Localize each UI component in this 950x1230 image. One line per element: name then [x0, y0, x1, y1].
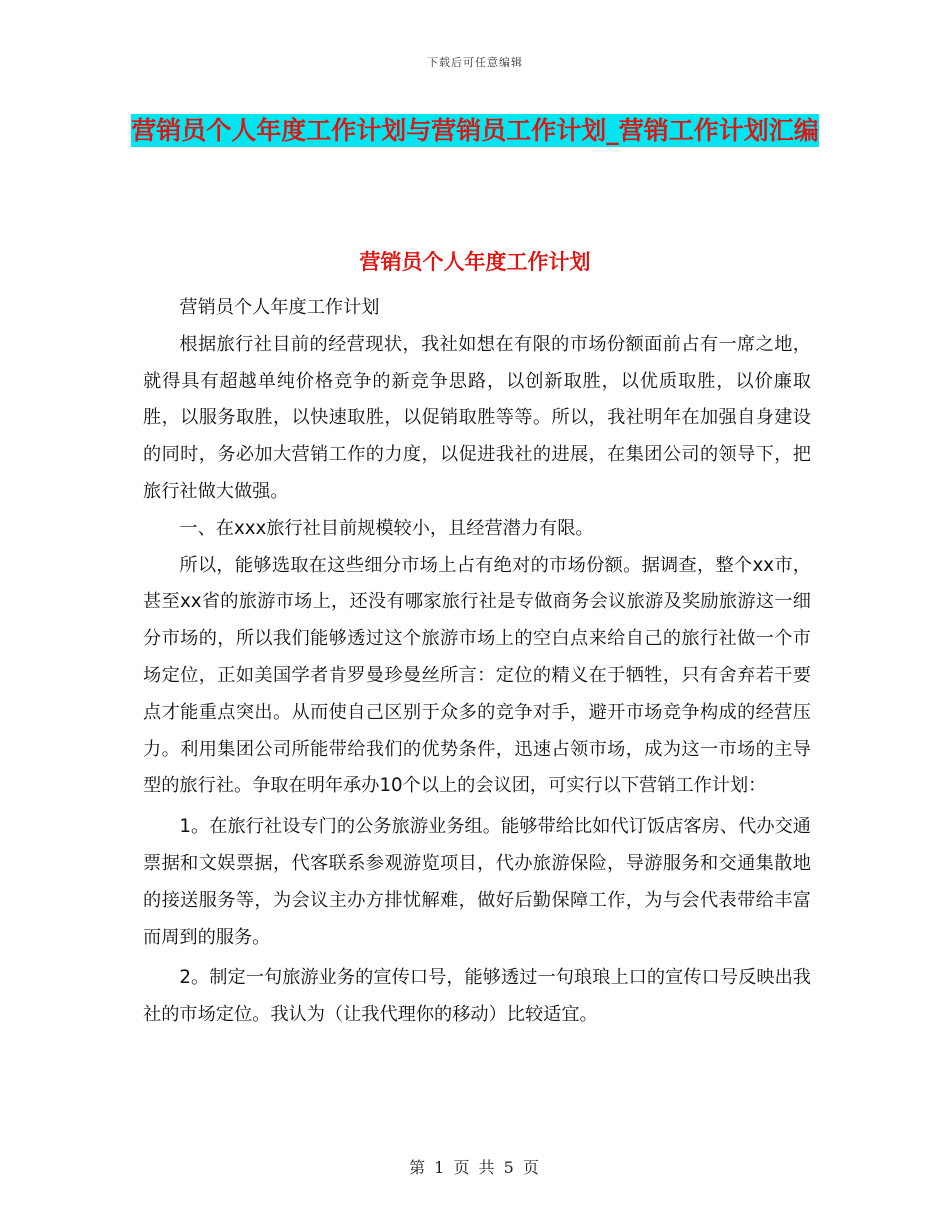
paragraph: 根据旅行社目前的经营现状，我社如想在有限的市场份额面前占有一席之地，就得具有超越单纯价格竞争的新竞争思路，以创新取胜，以优质取胜，以价廉取胜，以服务取胜，以快速取胜，以促销取胜等等。所以，我社明年在加强自身建设的同时，务必加大营销工作的力度，以促进我社的进展，在集团公司的领导下，把旅行社做大做强。	[143, 333, 811, 502]
section-heading: 营销员个人年度工作计划	[359, 250, 591, 274]
paragraph: 所以，能够选取在这些细分市场上占有绝对的市场份额。据调查，整个xx市，甚至xx省的旅游市场上，还没有哪家旅行社是专做商务会议旅游及奖励旅游这一细分市场的，所以我们能够透过这个旅游市场上的空白点来给自己的旅行社做一个市场定位，正如美国学者肯罗曼珍曼丝所言：定位的精义在于牺牲，只有舍弃若干要点才能重点突出。从而使自己区别于众多的竞争对手，避开市场竞争构成的经营压力。利用集团公司所能带给我们的优势条件，迅速占领市场，成为这一市场的主导型的旅行社。争取在明年承办10个以上的会议团，可实行以下营销工作计划：	[143, 554, 811, 797]
paragraph: 营销员个人年度工作计划	[179, 297, 380, 318]
paragraph: 一、在xxx旅行社目前规模较小，且经营潜力有限。	[179, 517, 594, 539]
document-title-text: 营销员个人年度工作计划与营销员工作计划_营销工作计划汇编	[131, 116, 819, 145]
paragraph: 1。在旅行社设专门的公务旅游业务组。能够带给比如代订饭店客房、代办交通票据和文娱票据，代客联系参观游览项目，代办旅游保险，导游服务和交通集散地的接送服务等，为会议主办方排忧解难，做好后勤保障工作，为与会代表带给丰富而周到的服务。	[143, 816, 811, 948]
page-header-note: 下载后可任意编辑	[427, 56, 523, 69]
document-body	[143, 290, 811, 1034]
page-footer: 第 1 页 共 5 页	[409, 1158, 541, 1177]
paragraph: 2。制定一句旅游业务的宣传口号，能够透过一句琅琅上口的宣传口号反映出我社的市场定位。我认为（让我代理你的移动）比较适宜。	[143, 967, 811, 1026]
document-title	[0, 108, 950, 154]
